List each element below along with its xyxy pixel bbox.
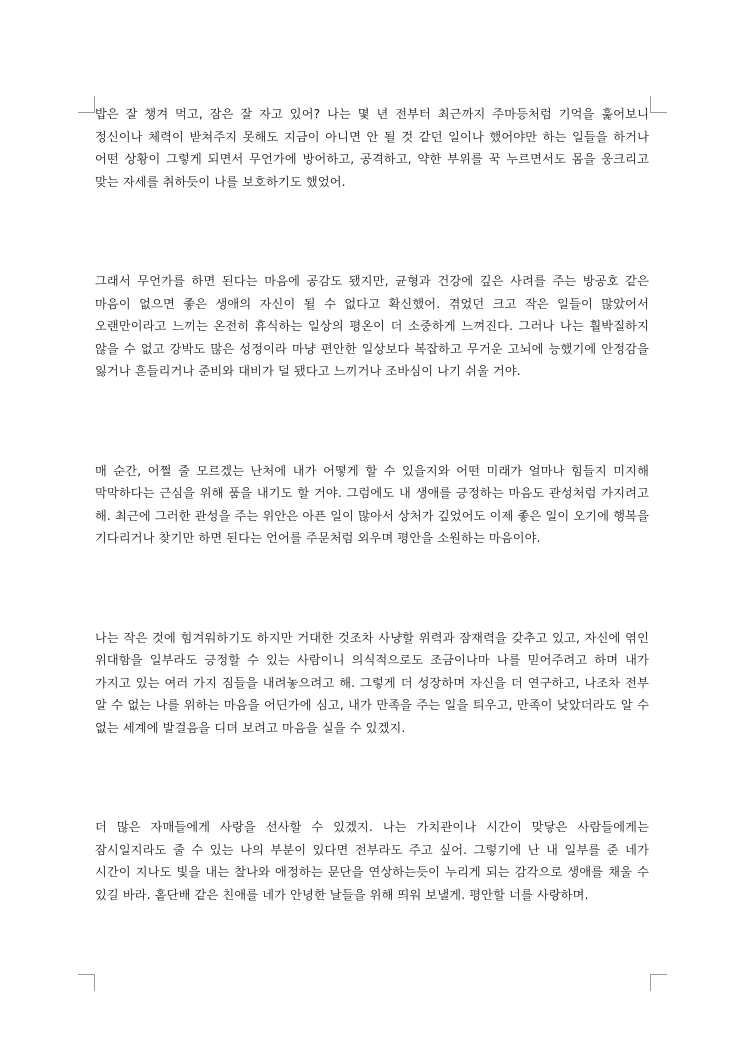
paragraph-spacer [95,383,649,460]
paragraph-spacer [95,739,649,816]
paragraph-spacer [95,193,649,270]
paragraph-1: 밥은 잘 챙겨 먹고, 잠은 잘 자고 있어? 나는 몇 년 전부터 최근까지 주마등처럼 기억을 훑어보니 정신이나 체력이 받쳐주지 못해도 지금이 아니면 안 될 것 같던 일이나 했어야만 하는 일들을 하거나 어떤 상황이 그렇게 되면서 무언가에 방어하고, 공격하고, 약한 부위를 꾹 누르면서도 몸을 웅크리고 맞는 자세를 취하듯이 나를 보호하기도 했었어. [95,107,649,189]
crop-mark-top-right [650,96,667,113]
paragraph-spacer [95,550,649,627]
paragraph-4: 나는 작은 것에 힘겨워하기도 하지만 거대한 것조차 사냥할 위력과 잠재력을 갖추고 있고, 자신에 엮인 위대함을 일부라도 긍정할 수 있는 사람이니 의식적으로도 조금이나마 나를 믿어주려고 하며 내가 가지고 있는 여러 가지 짐들을 내려놓으려고 해. 그렇게 더 성장하며 자신을 더 연구하고, 나조차 전부 알 수 없는 나를 위하는 마음을 어딘가에 심고, 내가 만족을 주는 일을 틔우고, 만족이 낮았더라도 알 수 없는 세계에 발걸음을 디뎌 보려고 마음을 실을 수 있겠지. [95,630,649,735]
paragraph-5: 더 많은 자매들에게 사랑을 선사할 수 있겠지. 나는 가치관이나 시간이 맞닿은 사람들에게는 잠시일지라도 줄 수 있는 나의 부분이 있다면 전부라도 주고 싶어. 그렇기에 난 내 일부를 준 네가 시간이 지나도 빛을 내는 찰나와 애정하는 문단을 연상하는듯이 누리게 되는 감각으로 생애를 채울 수 있길 바라. 홑단배 같은 친애를 네가 안녕한 날들을 위해 띄워 보낼게. 평안할 너를 사랑하며. [95,820,649,902]
crop-mark-bottom-right [650,974,667,991]
paragraph-2: 그래서 무언가를 하면 된다는 마음에 공감도 됐지만, 균형과 건강에 깊은 사려를 주는 방공호 같은 마음이 없으면 좋은 생애의 자신이 될 수 없다고 확신했어. 겪었던 크고 작은 일들이 많았어서 오랜만이라고 느끼는 온전히 휴식하는 일상의 평온이 더 소중하게 느껴진다. 그러나 나는 훨박질하지 않을 수 없고 강박도 많은 성정이라 마냥 편안한 일상보다 복잡하고 무거운 고뇌에 능했기에 안정감을 잃거나 흔들리거나 준비와 대비가 덜 됐다고 느끼거나 조바심이 나기 쉬울 거야. [95,274,649,378]
document-body [95,103,649,906]
crop-mark-top-left [78,96,95,113]
paragraph-3: 매 순간, 어쩔 줄 모르겠는 난처에 내가 어떻게 할 수 있을지와 어떤 미래가 얼마나 힘들지 미지해 막막하다는 근심을 위해 품을 내기도 할 거야. 그럼에도 내 생애를 긍정하는 마음도 관성처럼 가지려고 해. 최근에 그러한 관성을 주는 위안은 아픈 일이 많아서 상처가 깊었어도 이제 좋은 일이 오기에 행복을 기다리거나 찾기만 하면 된다는 언어를 주문처럼 외우며 평안을 소원하는 마음이야. [95,463,649,545]
crop-mark-bottom-left [78,974,95,991]
